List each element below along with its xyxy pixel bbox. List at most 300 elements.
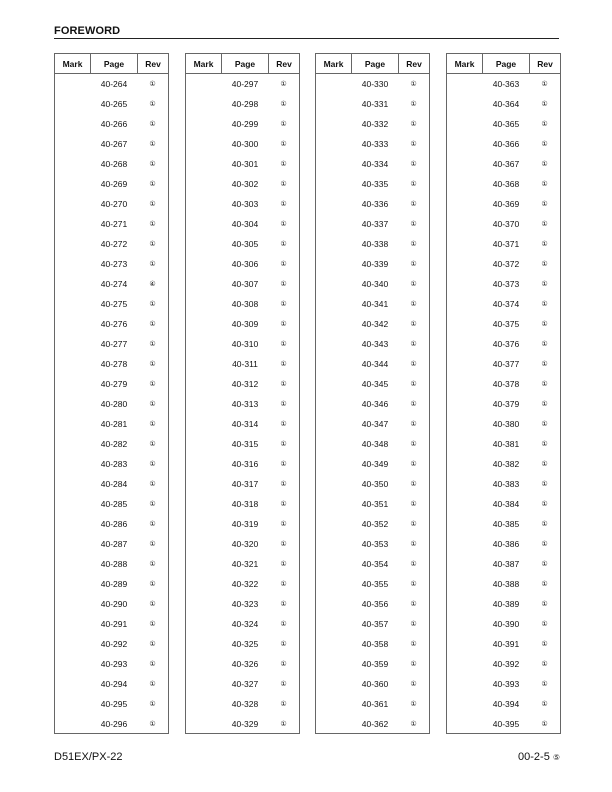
table-row [447,134,560,154]
rev-cell: ① [541,460,548,468]
rev-cell: ① [410,320,417,328]
page-cell: 40-312 [231,379,259,389]
table-row [55,314,168,334]
mark-cell [186,634,222,654]
table-row [186,234,299,254]
mark-cell [316,434,352,454]
rev-cell: ① [149,640,156,648]
table-row [186,274,299,294]
table-row [447,594,560,614]
rev-cell: ① [541,320,548,328]
table-row [186,254,299,274]
page-cell: 40-339 [361,259,389,269]
table-row [447,314,560,334]
mark-cell [55,614,91,634]
rev-cell: ① [280,680,287,688]
table-row [316,454,429,474]
mark-cell [55,194,91,214]
table-row [186,114,299,134]
header-mark: Mark [316,54,352,73]
table-row [447,394,560,414]
mark-cell [55,474,91,494]
revision-table-column-1 [54,53,169,734]
rev-cell: ① [541,160,548,168]
table-row [186,74,299,94]
rev-cell: ① [410,420,417,428]
page-cell: 40-310 [231,339,259,349]
mark-cell [447,314,483,334]
table-row [316,74,429,94]
mark-cell [316,474,352,494]
mark-cell [316,374,352,394]
mark-cell [447,514,483,534]
rev-cell: ① [541,300,548,308]
header-rev: Rev [276,58,292,69]
mark-cell [55,394,91,414]
rev-cell: ① [280,580,287,588]
page-cell: 40-380 [492,419,520,429]
table-row [186,194,299,214]
rev-cell: ① [280,220,287,228]
table-row [186,494,299,514]
page-cell: 40-368 [492,179,520,189]
table-row [316,314,429,334]
page-cell: 40-333 [361,139,389,149]
mark-cell [186,94,222,114]
page-cell: 40-266 [100,119,128,129]
table-row [447,694,560,714]
rev-cell: ① [541,100,548,108]
mark-cell [186,494,222,514]
page-cell: 40-327 [231,679,259,689]
rev-cell: ① [280,560,287,568]
page-cell: 40-284 [100,479,128,489]
page-cell: 40-393 [492,679,520,689]
page-cell: 40-283 [100,459,128,469]
rev-cell: ① [410,360,417,368]
mark-cell [316,114,352,134]
rev-cell: ① [541,120,548,128]
rev-cell: ① [541,600,548,608]
table-row [55,214,168,234]
rev-cell: ① [410,380,417,388]
table-row [186,514,299,534]
mark-cell [186,174,222,194]
mark-cell [447,414,483,434]
table-row [186,454,299,474]
table-row [447,194,560,214]
page-cell: 40-335 [361,179,389,189]
table-row [186,694,299,714]
rev-cell: ① [541,240,548,248]
mark-cell [55,514,91,534]
rev-cell: ① [149,620,156,628]
page-cell: 40-313 [231,399,259,409]
page-cell: 40-307 [231,279,259,289]
mark-cell [55,534,91,554]
table-row [316,654,429,674]
rev-cell: ① [149,160,156,168]
rev-cell: ① [541,400,548,408]
title-rule [54,38,559,39]
mark-cell [186,414,222,434]
mark-cell [316,394,352,414]
page-cell: 40-389 [492,599,520,609]
rev-cell: ① [149,320,156,328]
page-cell: 40-278 [100,359,128,369]
rev-cell: ① [280,420,287,428]
page-cell: 40-293 [100,659,128,669]
table-row [447,214,560,234]
rev-cell: ① [410,680,417,688]
rev-cell: ① [541,180,548,188]
rev-cell: ① [149,520,156,528]
table-row [55,694,168,714]
mark-cell [447,174,483,194]
page-cell: 40-301 [231,159,259,169]
rev-cell: ① [410,140,417,148]
rev-cell: ① [541,260,548,268]
table-row [186,614,299,634]
rev-cell: ① [541,520,548,528]
mark-cell [447,74,483,94]
rev-cell: ① [410,540,417,548]
rev-cell: ① [149,120,156,128]
rev-cell: ① [280,380,287,388]
page-cell: 40-332 [361,119,389,129]
table-row [316,294,429,314]
page-cell: 40-311 [232,359,258,369]
rev-cell: ① [280,400,287,408]
rev-cell: ① [280,500,287,508]
mark-cell [447,274,483,294]
mark-cell [447,234,483,254]
rev-cell: ① [541,360,548,368]
mark-cell [186,394,222,414]
page-cell: 40-285 [100,499,128,509]
page-cell: 40-329 [231,719,259,729]
page-cell: 40-315 [231,439,259,449]
rev-cell: ① [410,560,417,568]
mark-cell [186,454,222,474]
page-cell: 40-350 [361,479,389,489]
mark-cell [55,274,91,294]
rev-cell: ① [541,500,548,508]
mark-cell [55,234,91,254]
header-mark: Mark [186,54,222,73]
mark-cell [447,354,483,374]
table-row [447,634,560,654]
table-header [316,54,429,74]
page-cell: 40-384 [492,499,520,509]
rev-cell: ① [410,240,417,248]
rev-cell: ① [410,400,417,408]
mark-cell [55,714,91,734]
header-mark: Mark [447,54,483,73]
table-row [316,114,429,134]
rev-cell: ① [280,180,287,188]
rev-cell: ① [541,620,548,628]
header-rev: Rev [406,58,422,69]
page-cell: 40-360 [361,679,389,689]
rev-cell: ① [149,240,156,248]
table-row [186,554,299,574]
page-cell: 40-323 [231,599,259,609]
rev-cell: ① [149,460,156,468]
rev-cell: ① [149,560,156,568]
rev-cell: ① [280,700,287,708]
rev-cell: ① [149,300,156,308]
table-row [186,714,299,734]
rev-cell: ① [541,280,548,288]
rev-cell: ① [280,260,287,268]
mark-cell [447,594,483,614]
table-row [55,194,168,214]
rev-cell: ① [149,720,156,728]
rev-cell: ① [410,520,417,528]
table-row [186,674,299,694]
mark-cell [316,454,352,474]
rev-cell: ① [541,700,548,708]
revision-table-column-4 [446,53,561,734]
table-row [447,554,560,574]
rev-cell: ① [149,420,156,428]
rev-cell: ① [280,640,287,648]
table-row [55,114,168,134]
table-row [55,74,168,94]
table-row [316,674,429,694]
mark-cell [186,134,222,154]
page-cell: 40-272 [100,239,128,249]
table-row [447,114,560,134]
mark-cell [316,314,352,334]
page-cell: 40-331 [361,99,389,109]
rev-cell: ① [541,680,548,688]
page-cell: 40-269 [100,179,128,189]
mark-cell [316,174,352,194]
page-cell: 40-341 [361,299,389,309]
rev-cell: ① [149,440,156,448]
page-cell: 40-294 [100,679,128,689]
page-cell: 40-377 [492,359,520,369]
mark-cell [447,474,483,494]
rev-cell: ① [541,420,548,428]
page-cell: 40-281 [100,419,128,429]
table-row [186,574,299,594]
table-row [316,154,429,174]
table-row [55,154,168,174]
mark-cell [186,74,222,94]
mark-cell [55,134,91,154]
rev-cell: ① [541,220,548,228]
table-row [55,534,168,554]
rev-cell: ① [410,440,417,448]
mark-cell [55,414,91,434]
page-cell: 40-320 [231,539,259,549]
page-cell: 40-382 [492,459,520,469]
rev-cell: ① [410,80,417,88]
page-cell: 40-291 [100,619,128,629]
table-row [55,354,168,374]
table-header [447,54,560,74]
rev-cell: ① [280,460,287,468]
table-row [316,574,429,594]
mark-cell [55,334,91,354]
mark-cell [316,694,352,714]
mark-cell [447,194,483,214]
page-cell: 40-364 [492,99,520,109]
page-cell: 40-395 [492,719,520,729]
table-row [447,534,560,554]
mark-cell [316,74,352,94]
page-cell: 40-379 [492,399,520,409]
rev-cell: ① [149,140,156,148]
page-cell: 40-378 [492,379,520,389]
revision-table-column-2 [185,53,300,734]
header-page: Page [222,54,269,73]
page-cell: 40-387 [492,559,520,569]
table-row [55,234,168,254]
table-row [55,494,168,514]
mark-cell [55,214,91,234]
page-cell: 40-309 [231,319,259,329]
footer-model: D51EX/PX-22 [54,751,123,763]
page-cell: 40-308 [231,299,259,309]
table-row [186,634,299,654]
rev-cell: ① [410,700,417,708]
rev-cell: ① [280,480,287,488]
rev-cell: ① [149,200,156,208]
page-cell: 40-280 [100,399,128,409]
table-row [55,334,168,354]
mark-cell [55,694,91,714]
page-cell: 40-277 [100,339,128,349]
rev-cell: ① [410,120,417,128]
mark-cell [316,154,352,174]
rev-cell: ① [149,680,156,688]
table-row [55,394,168,414]
page-cell: 40-372 [492,259,520,269]
mark-cell [186,234,222,254]
rev-cell: ① [410,200,417,208]
mark-cell [447,654,483,674]
mark-cell [316,554,352,574]
mark-cell [55,154,91,174]
page-cell: 40-276 [100,319,128,329]
mark-cell [316,274,352,294]
rev-cell: ① [149,340,156,348]
table-row [186,294,299,314]
page-cell: 40-287 [100,539,128,549]
rev-cell: ① [280,660,287,668]
page-cell: 40-306 [231,259,259,269]
rev-cell: ④ [149,280,156,288]
page-cell: 40-390 [492,619,520,629]
page-cell: 40-279 [100,379,128,389]
rev-cell: ① [280,100,287,108]
table-row [316,214,429,234]
rev-cell: ① [410,100,417,108]
page-cell: 40-267 [100,139,128,149]
page-cell: 40-365 [492,119,520,129]
rev-cell: ① [541,660,548,668]
page-cell: 40-270 [100,199,128,209]
table-row [447,334,560,354]
page-cell: 40-302 [231,179,259,189]
rev-cell: ① [280,360,287,368]
table-row [55,274,168,294]
mark-cell [186,714,222,734]
mark-cell [316,134,352,154]
table-row [55,614,168,634]
rev-cell: ① [410,600,417,608]
table-row [316,434,429,454]
page-cell: 40-369 [492,199,520,209]
mark-cell [316,234,352,254]
mark-cell [186,274,222,294]
rev-cell: ① [410,580,417,588]
page-cell: 40-374 [492,299,520,309]
mark-cell [55,294,91,314]
rev-cell: ① [149,260,156,268]
mark-cell [447,374,483,394]
mark-cell [316,494,352,514]
table-row [447,174,560,194]
rev-cell: ① [280,520,287,528]
table-row [55,294,168,314]
mark-cell [316,214,352,234]
mark-cell [447,214,483,234]
page-cell: 40-324 [231,619,259,629]
mark-cell [186,334,222,354]
page-cell: 40-322 [231,579,259,589]
mark-cell [55,574,91,594]
mark-cell [55,494,91,514]
table-row [186,434,299,454]
mark-cell [316,354,352,374]
mark-cell [186,154,222,174]
mark-cell [316,534,352,554]
mark-cell [186,614,222,634]
page-cell: 40-330 [361,79,389,89]
table-row [316,554,429,574]
mark-cell [186,554,222,574]
mark-cell [316,334,352,354]
rev-cell: ① [149,80,156,88]
rev-cell: ① [280,300,287,308]
table-row [447,234,560,254]
page-cell: 40-289 [100,579,128,589]
table-row [316,614,429,634]
mark-cell [55,594,91,614]
page-cell: 40-328 [231,699,259,709]
rev-cell: ① [410,160,417,168]
mark-cell [447,554,483,574]
table-row [186,154,299,174]
mark-cell [186,674,222,694]
mark-cell [447,714,483,734]
table-row [55,474,168,494]
mark-cell [316,714,352,734]
page-cell: 40-299 [231,119,259,129]
table-row [186,654,299,674]
mark-cell [447,694,483,714]
mark-cell [55,94,91,114]
mark-cell [316,294,352,314]
table-row [55,634,168,654]
table-row [447,674,560,694]
table-row [186,94,299,114]
